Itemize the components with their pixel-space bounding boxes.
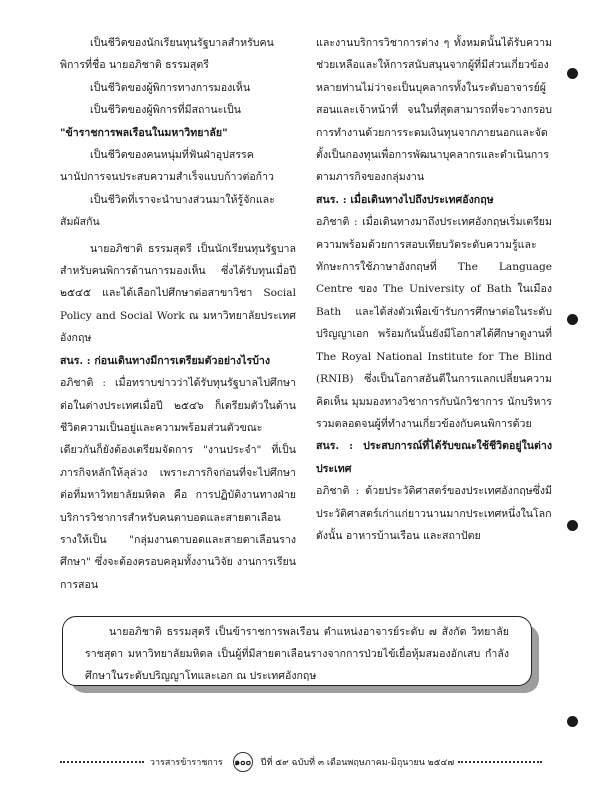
intro-paragraph-5: เป็นชีวิตที่เราจะนำบางส่วนมาให้รู้จักและสัมผัสกัน [60,193,275,229]
right-column [316,32,552,547]
interview-answer-1: อภิชาติ : เมื่อทราบข่าวว่าได้รับทุนรัฐบาลไปศึกษาต่อในต่างประเทศเมื่อปี ๒๕๔๖ ก็เตรียมตัวในด้านชีวิตความเป็นอยู่และความพร้อมส่วนตัวขณะเดียวกันก็ยังต้องเตรียมจัดการ "งานประจำ" ที่เป็นภารกิจหลักให้ลุล่วง เพราะภารกิจก่อนที่จะไปศึกษาต่อที่มหาวิทยาลัยมหิดล คือ การปฏิบัติงานทางฝ่ายบริการวิชาการสำหรับคนตาบอดและสายตาเลือนรางให้เป็น "กลุ่มงานตาบอดและสายตาเลือนรางศึกษา" ซึ่งจะต้องครอบคลุมทั้งงานวิจัย งานการเรียนการสอน [60,377,296,591]
interview-question-1: สนร. : ก่อนเดินทางมีการเตรียมตัวอย่างไรบ้าง [60,354,271,367]
interview-question-3: สนร. : ประสบการณ์ที่ได้รับขณะใช้ชีวิตอยู่ในต่างประเทศ [316,440,552,475]
margin-bullet-icon [567,68,578,79]
margin-bullet-icon [567,314,578,325]
answer-continuation: และงานบริการวิชาการต่าง ๆ ทั้งหมดนั้นได้รับความช่วยเหลือและให้การสนับสนุนจากผู้ที่มีส่วนเกี่ยวข้องหลายท่านไม่ว่าจะเป็นบุคลากรทั้งในระดับอาจารย์ผู้สอนและเจ้าหน้าที่ จนในที่สุดสามารถที่จะวางกรอบการทำงานด้วยการระดมเงินทุนจากภายนอกและจัดตั้งเป็นกองทุนเพื่อการพัฒนาบุคลากรและดำเนินการตามภารกิจของกลุ่มงาน [316,37,552,184]
interview-answer-3: อภิชาติ : ด้วยประวัติศาสตร์ของประเทศอังกฤษซึ่งมีประวัติศาสตร์เก่าแก่ยาวนานมากประเทศหนึ่งในโลก ดังนั้น อาหารบ้านเรือน และสถาปัตย [316,485,552,542]
intro-paragraph-2: เป็นชีวิตของผู้พิการทางการมองเห็น [90,81,251,94]
intro-paragraph-1: เป็นชีวิตของนักเรียนทุนรัฐบาลสำหรับคนพิการที่ชื่อ นายอภิชาติ ธรรมสุตรี [60,37,274,72]
journal-title: วารสารข้าราชการ [149,758,223,768]
footer-rule-right [458,761,542,763]
interview-question-2: สนร. : เมื่อเดินทางไปถึงประเทศอังกฤษ [316,193,494,206]
margin-bullet-icon [567,520,578,531]
footer-rule-left [60,761,144,763]
author-bio-text: นายอภิชาติ ธรรมสุตรี เป็นข้าราชการพลเรือน ตำแหน่งอาจารย์ระดับ ๗ สังกัด วิทยาลัยราชสุดา มหาวิทยาลัยมหิดล เป็นผู้ที่มีสายตาเลือนรางจากการป่วยไข้เยื่อหุ้มสมองอักเสบ กำลังศึกษาในระดับปริญญาโทและเอก ณ ประเทศอังกฤษ [85,626,510,682]
profile-paragraph: นายอภิชาติ ธรรมสุตรี เป็นนักเรียนทุนรัฐบาลสำหรับคนพิการด้านการมองเห็น ซึ่งได้รับทุนเมื่อปี ๒๕๔๕ และได้เลือกไปศึกษาต่อสาขาวิชา Social Policy and Social Work ณ มหาวิทยาลัยประเทศอังกฤษ [60,242,296,345]
interview-answer-2: อภิชาติ : เมื่อเดินทางมาถึงประเทศอังกฤษเริ่มเตรียมความพร้อมด้วยการสอบเทียบวัดระดับความรู้และทักษะการใช้ภาษาอังกฤษที่ The Language Centre ของ The University of Bath ในเมือง Bath และได้ส่งตัวเพื่อเข้ารับการศึกษาต่อในระดับปริญญาเอก พร้อมกันนั้นยังมีโอกาสได้ศึกษาดูงานที่ The Royal National Institute for The Blind (RNIB) ซึ่งเป็นโอกาสอันดีในการแลกเปลี่ยนความคิดเห็น มุมมองทางวิชาการกับนักวิชาการ นักบริหารรวมตลอดจนผู้ที่ทำงานเกี่ยวข้องกับคนพิการด้วย [316,216,552,430]
page-number: ๑๐๐ [233,752,253,772]
margin-bullet-icon [567,716,578,727]
page-footer [60,752,542,772]
intro-paragraph-3: เป็นชีวิตของผู้พิการที่มีสถานะเป็น [90,104,241,117]
intro-quote: "ข้าราชการพลเรือนในมหาวิทยาลัย" [60,126,228,139]
intro-paragraph-4: เป็นชีวิตของคนหนุ่มที่ฟันฝ่าอุปสรรคนานัปการจนประสบความสำเร็จแบบก้าวต่อก้าว [60,149,274,184]
left-column [60,32,296,596]
issue-info: ปีที่ ๕๙ ฉบับที่ ๓ เดือนพฤษภาคม-มิถุนายน ๒๕๔๗ [260,758,455,768]
author-bio-box [62,616,532,686]
